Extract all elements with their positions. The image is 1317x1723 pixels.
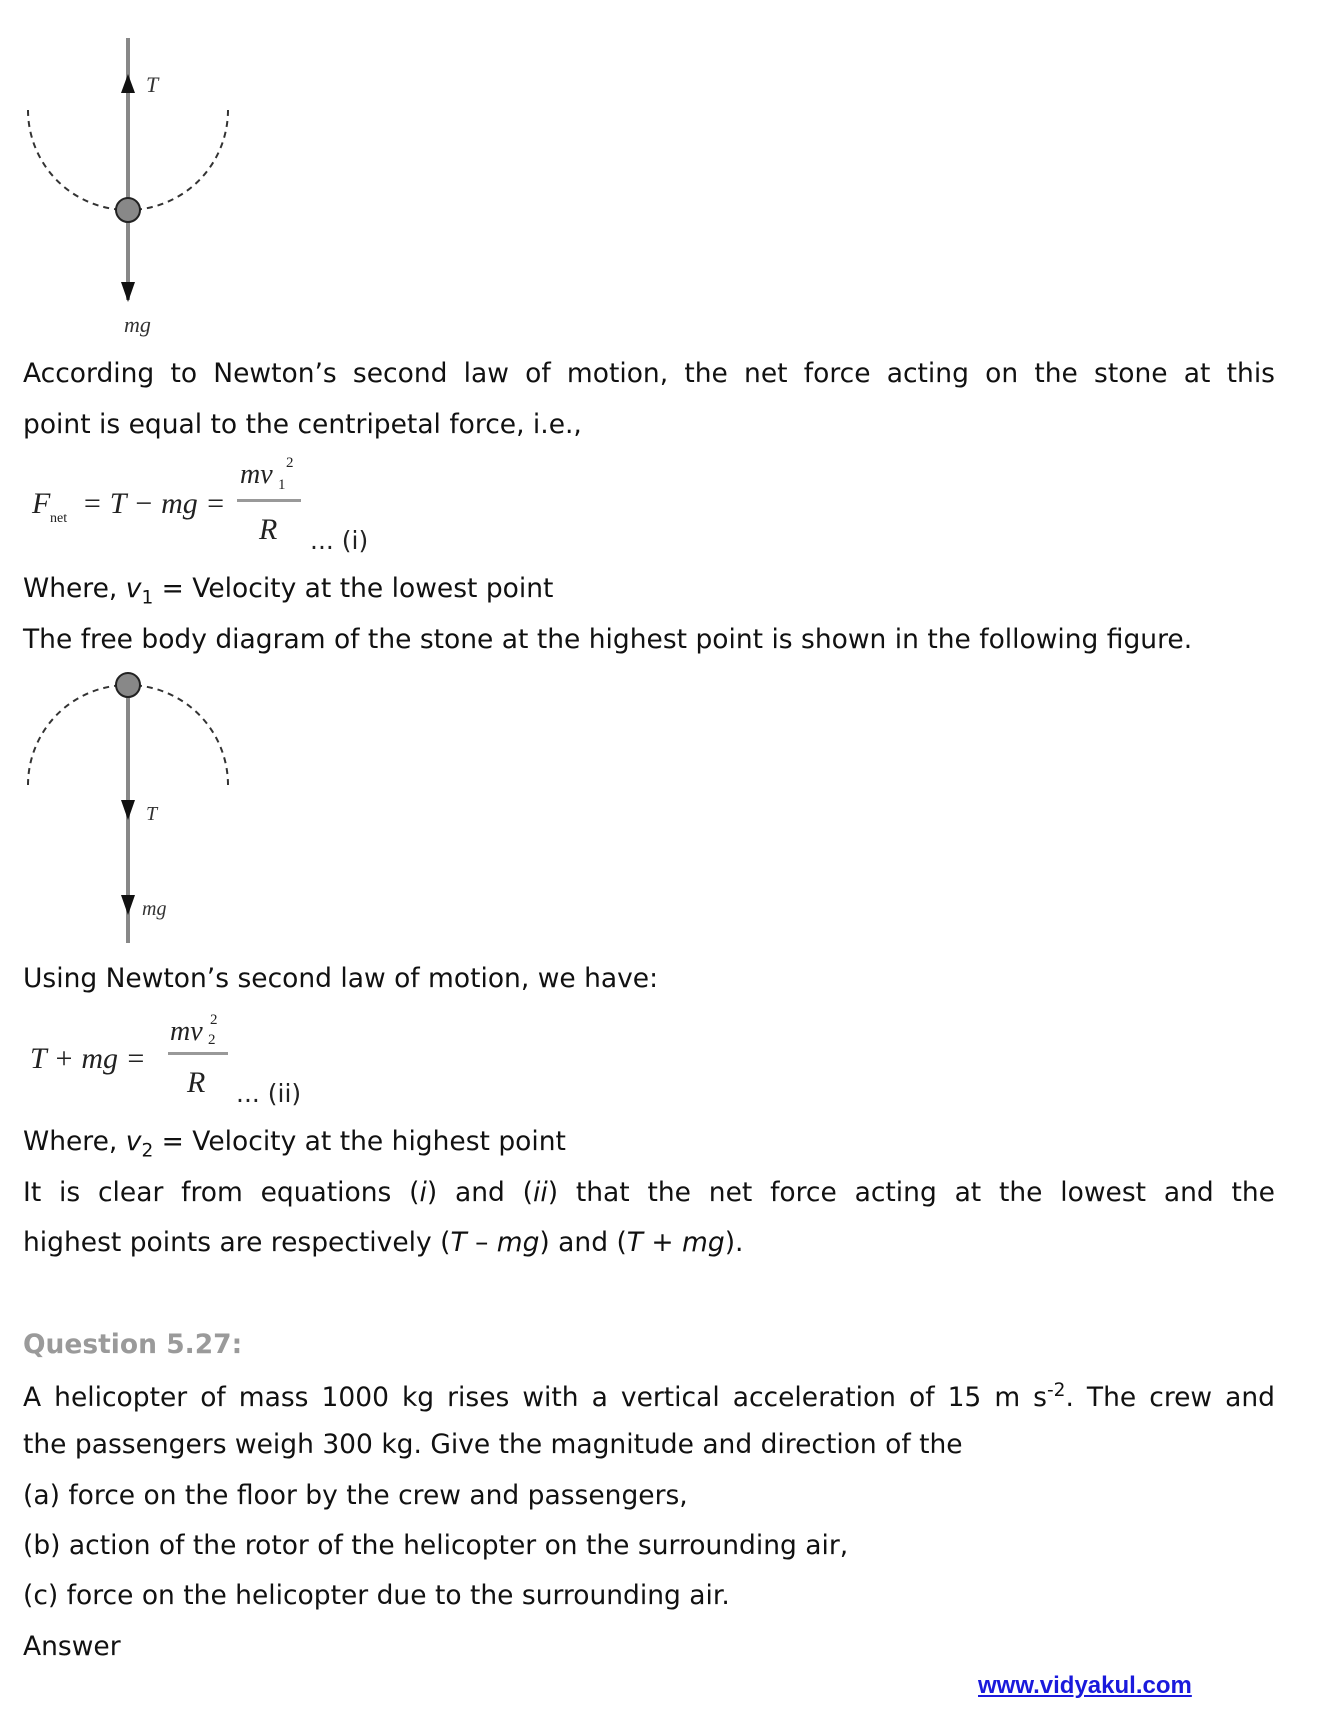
stone <box>116 673 140 697</box>
tension-label: T <box>146 803 158 825</box>
weight-arrow-down <box>121 895 135 915</box>
answer-label: Answer <box>23 1631 121 1662</box>
eq-numerator-sub: 2 <box>208 1032 216 1048</box>
conclusion-line: highest points are respectively (T – mg) and (T + mg). <box>23 1227 744 1258</box>
weight-label: mg <box>142 898 167 920</box>
where-v1: Where, $v_1$ = Velocity at the lowest point <box>23 573 554 609</box>
question-part-c: (c) force on the helicopter due to the surrounding air. <box>23 1580 730 1611</box>
paragraph-line: point is equal to the centripetal force, i.e., <box>23 409 582 440</box>
paragraph-line: The free body diagram of the stone at the highest point is shown in the following figure. <box>23 624 1193 655</box>
tension-label: T <box>146 72 159 97</box>
eq-lhs: T + mg = <box>30 1042 146 1075</box>
eq-middle: = T − mg = <box>82 487 226 520</box>
weight-label: mg <box>124 312 151 337</box>
eq-numerator: mv <box>170 1016 203 1047</box>
eq-tag: ... (i) <box>310 526 369 555</box>
equation-ii <box>0 1012 420 1112</box>
conclusion-line: It is clear from equations (i) and (ii) that the net force acting at the lowest and the <box>23 1177 1275 1208</box>
weight-arrow-down <box>121 282 135 302</box>
eq-numerator-sup: 2 <box>286 455 294 471</box>
equation-i <box>0 455 420 555</box>
question-label: Question 5.27: <box>23 1329 243 1360</box>
paragraph-line: Using Newton’s second law of motion, we have: <box>23 963 659 994</box>
question-part-a: (a) force on the floor by the crew and passengers, <box>23 1480 688 1511</box>
eq-fraction-bar <box>237 499 301 502</box>
stone <box>116 198 140 222</box>
where-v2: Where, $v_2$ = Velocity at the highest point <box>23 1126 566 1162</box>
free-body-diagram-lowest <box>0 30 280 340</box>
footer-link[interactable]: www.vidyakul.com <box>978 1672 1192 1699</box>
eq-denominator: R <box>259 513 278 546</box>
eq-tag: ... (ii) <box>236 1079 302 1108</box>
question-part-b: (b) action of the rotor of the helicopter on the surrounding air, <box>23 1530 849 1561</box>
tension-arrow-up <box>121 74 135 93</box>
eq-numerator: mv <box>240 459 273 490</box>
eq-F: F <box>32 487 51 520</box>
question-line: A helicopter of mass 1000 kg rises with a vertical acceleration of 15 m $s^{-2}$. The crew and <box>23 1380 1275 1413</box>
free-body-diagram-highest <box>0 660 280 960</box>
eq-numerator-sup: 2 <box>210 1012 218 1028</box>
paragraph-line: According to Newton’s second law of motion, the net force acting on the stone at this <box>23 358 1275 389</box>
question-line: the passengers weigh 300 kg. Give the magnitude and direction of the <box>23 1429 963 1460</box>
eq-F-subscript: net <box>50 511 68 526</box>
tension-arrow-down <box>121 800 135 820</box>
eq-numerator-sub: 1 <box>278 477 286 493</box>
eq-fraction-bar <box>168 1052 228 1055</box>
eq-denominator: R <box>187 1066 206 1099</box>
